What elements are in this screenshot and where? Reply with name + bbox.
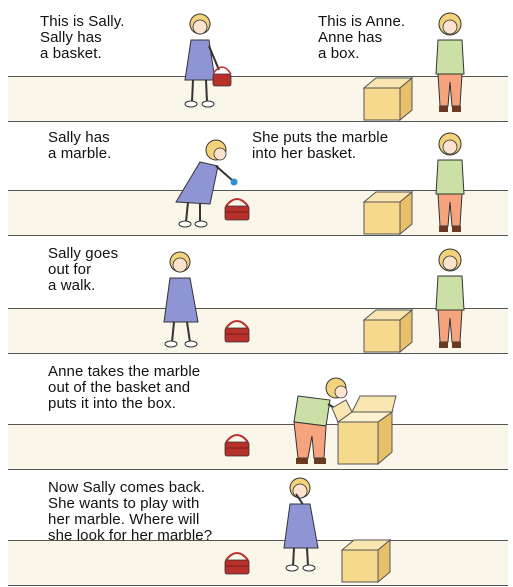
anne-standing xyxy=(426,128,486,238)
panel-1 xyxy=(8,4,508,122)
panel-1-caption-right: This is Anne. Anne has a box. xyxy=(318,13,406,62)
basket xyxy=(222,316,252,344)
panel-4-caption-left: Anne takes the marble out of the basket and puts it into the box. xyxy=(48,363,201,412)
panel-3 xyxy=(8,238,508,356)
sally-walking xyxy=(154,246,214,352)
anne-standing xyxy=(426,8,486,118)
panel-1-caption-left: This is Sally. Sally has a basket. xyxy=(40,13,125,62)
panel-5 xyxy=(8,472,508,587)
anne-standing xyxy=(426,244,486,354)
floor-strip xyxy=(8,540,508,586)
sally-returning-thinking xyxy=(274,474,334,574)
panel-2-caption-right: She puts the marble into her basket. xyxy=(252,129,389,162)
panel-3-caption-left: Sally goes out for a walk. xyxy=(48,245,119,294)
basket xyxy=(222,194,252,222)
box-open xyxy=(330,392,400,466)
panel-5-caption-left: Now Sally comes back. She wants to play with her marble. Where will she look for her marble? xyxy=(48,479,213,544)
box-closed xyxy=(360,190,420,236)
basket xyxy=(222,548,252,576)
panel-4 xyxy=(8,356,508,472)
floor-strip xyxy=(8,424,508,470)
box-closed xyxy=(360,308,420,354)
box-closed xyxy=(338,538,398,584)
basket xyxy=(222,430,252,458)
sally-standing-with-basket xyxy=(173,8,243,112)
box-closed xyxy=(360,76,420,122)
panel-2 xyxy=(8,122,508,238)
panel-2-caption-left: Sally has a marble. xyxy=(48,129,112,162)
